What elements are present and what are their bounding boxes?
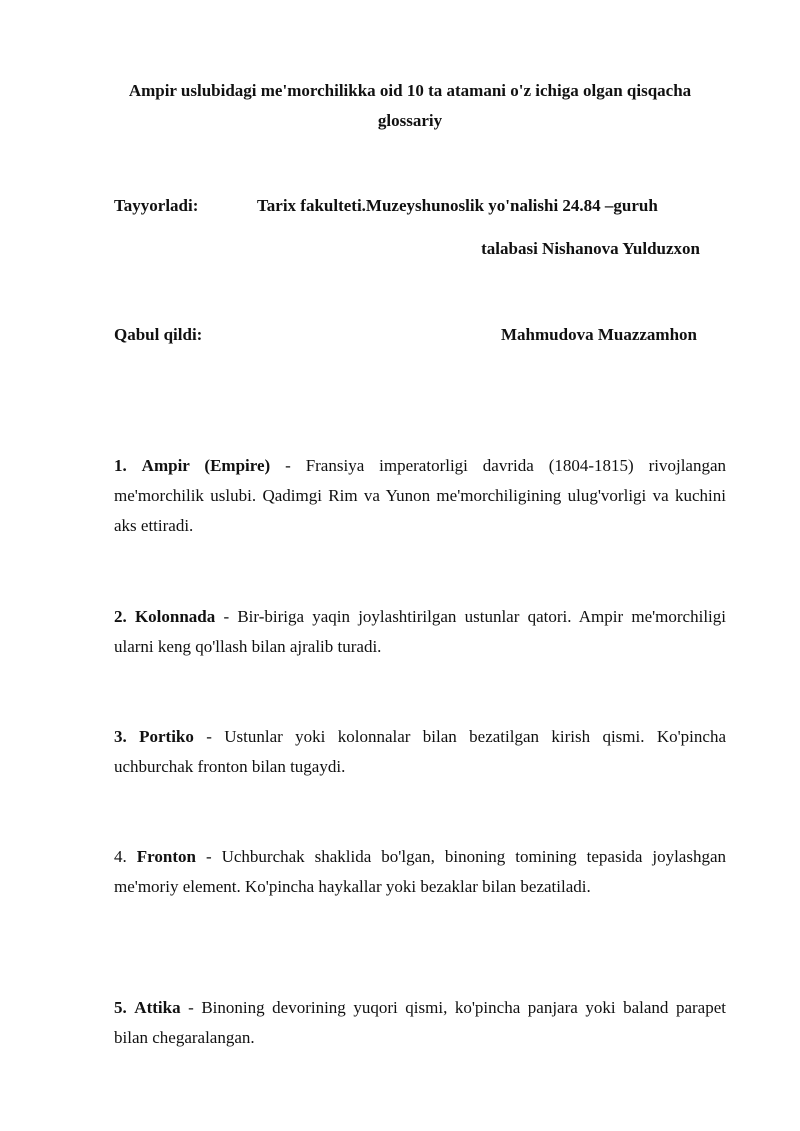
glossary-entry: [114, 842, 726, 902]
glossary-entry: [114, 993, 726, 1053]
prepared-by-line2: talabasi Nishanova Yulduzxon: [481, 239, 700, 258]
glossary-entry: [114, 722, 726, 782]
entry-term: Attika: [134, 998, 181, 1017]
entry-number: 3.: [114, 727, 127, 746]
entry-term: Ampir (Empire): [141, 456, 271, 475]
entry-definition: - Binoning devorining yuqori qismi, ko'pincha panjara yoki baland parapet bilan chegaralangan.: [114, 998, 726, 1047]
entry-term: Portiko: [139, 727, 194, 746]
glossary-entry: [114, 602, 726, 662]
accepted-by-name: Mahmudova Muazzamhon: [501, 325, 697, 344]
entry-number: 5.: [114, 998, 127, 1017]
entry-term: Fronton: [136, 847, 196, 866]
prepared-by-label: Tayyorladi:: [114, 196, 199, 215]
entry-definition: - Fransiya imperatorligi davrida (1804-1815) rivojlangan me'morchilik uslubi. Qadimgi Rim va Yunon me'morchiligining ulug'vorligi va kuchini aks ettiradi.: [114, 456, 727, 535]
document-title: Ampir uslubidagi me'morchilikka oid 10 ta atamani o'z ichiga olgan qisqacha glossariy: [128, 81, 692, 130]
entry-number: 1.: [114, 456, 127, 475]
accepted-by-label: Qabul qildi:: [114, 325, 203, 344]
prepared-by-line1: Tarix fakulteti.Muzeyshunoslik yo'nalishi 24.84 –guruh: [257, 196, 658, 215]
entry-definition: - Ustunlar yoki kolonnalar bilan bezatilgan kirish qismi. Ko'pincha uchburchak fronton bilan tugaydi.: [114, 727, 726, 776]
entry-number: 4.: [114, 847, 127, 866]
entry-definition: - Uchburchak shaklida bo'lgan, binoning tomining tepasida joylashgan me'moriy element. Ko'pincha haykallar yoki bezaklar bilan bezatiladi.: [114, 847, 727, 896]
entry-term: Kolonnada: [134, 607, 216, 626]
entry-number: 2.: [114, 607, 127, 626]
glossary-entry: [114, 451, 726, 541]
entry-definition: - Bir-biriga yaqin joylashtirilgan ustunlar qatori. Ampir me'morchiligi ularni keng qo'llash bilan ajralib turadi.: [114, 607, 726, 656]
